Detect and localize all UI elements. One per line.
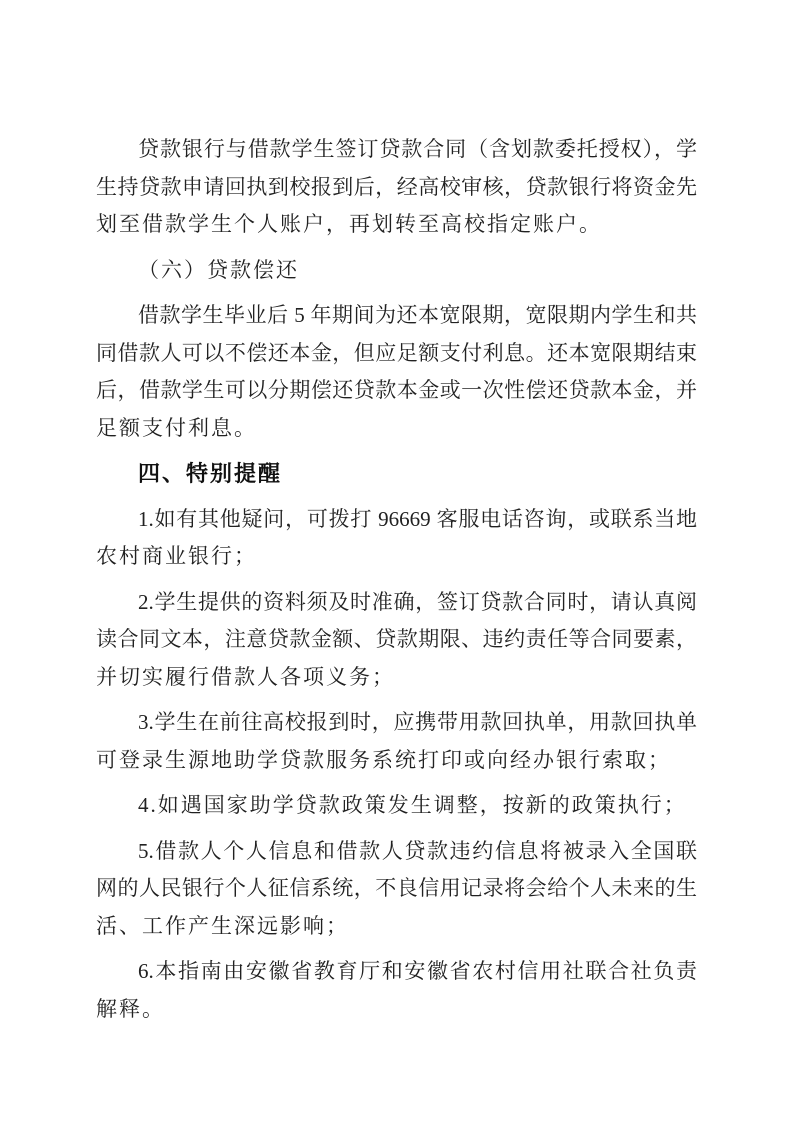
subsection-heading <box>96 252 697 290</box>
text-line: 1.如有其他疑问，可拨打 96669 客服电话咨询，或联系当地 <box>138 506 697 531</box>
text-line: 5.借款人个人信息和借款人贷款违约信息将被录入全国联 <box>138 838 697 863</box>
text-line: 3.学生在前往高校报到时，应携带用款回执单，用款回执单 <box>138 710 697 734</box>
document-body <box>96 131 697 1028</box>
numbered-item <box>96 787 697 825</box>
text-line: 后，借款学生可以分期偿还贷款本金或一次性偿还贷款本金，并 <box>96 378 697 402</box>
text-line: 4.如遇国家助学贷款政策发生调整，按新的政策执行； <box>138 793 687 817</box>
text-line: 网的人民银行个人征信系统，不良信用记录将会给个人未来的生 <box>96 876 697 900</box>
numbered-item <box>96 704 697 779</box>
text-line: 并切实履行借款人各项义务； <box>96 664 395 689</box>
numbered-item <box>96 501 697 576</box>
text-line: 可登录生源地助学贷款服务系统打印或向经办银行索取； <box>96 747 671 772</box>
numbered-item <box>96 584 697 697</box>
text-line: 生持贷款申请回执到校报到后，经高校审核，贷款银行将资金先 <box>96 174 697 199</box>
text-line: 贷款银行与借款学生签订贷款合同（含划款委托授权），学 <box>138 137 697 161</box>
text-line: 划至借款学生个人账户，再划转至高校指定账户。 <box>96 212 602 236</box>
text-line: 2.学生提供的资料须及时准确，签订贷款合同时，请认真阅 <box>138 589 697 614</box>
text-line: 解释。 <box>96 996 165 1021</box>
numbered-item <box>96 833 697 946</box>
text-line: 足额支付利息。 <box>96 415 257 440</box>
text-line: 农村商业银行； <box>96 544 257 568</box>
section-heading-text: 四、特别提醒 <box>138 461 283 486</box>
numbered-item <box>96 953 697 1028</box>
text-line: 同借款人可以不偿还本金，但应足额支付利息。还本宽限期结束 <box>96 340 697 365</box>
text-line: 读合同文本，注意贷款金额、贷款期限、违约责任等合同要素， <box>96 627 697 651</box>
paragraph <box>96 297 697 447</box>
section-heading <box>96 455 697 493</box>
text-line: 借款学生毕业后 5 年期间为还本宽限期，宽限期内学生和共 <box>138 303 697 327</box>
text-line: 6.本指南由安徽省教育厅和安徽省农村信用社联合社负责 <box>138 959 697 983</box>
subsection-heading-text: （六）贷款偿还 <box>138 257 299 282</box>
text-line: 活、工作产生深远影响； <box>96 913 349 938</box>
paragraph <box>96 131 697 244</box>
